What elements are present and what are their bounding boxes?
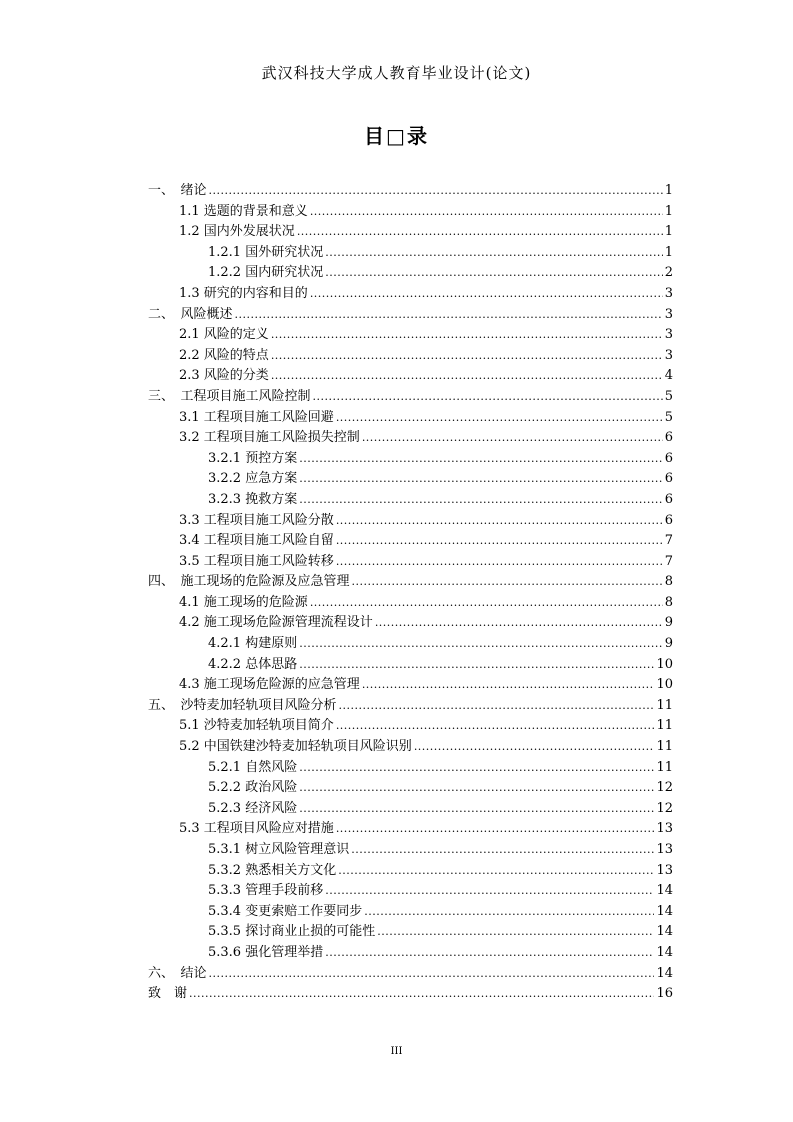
toc-leader-dots <box>336 408 663 429</box>
toc-leader-dots <box>414 737 655 758</box>
toc-entry-page: 6 <box>664 450 673 466</box>
toc-entry[interactable] <box>148 202 673 223</box>
toc-entry-page: 3 <box>664 327 673 343</box>
toc-entry-label: 3.2.1 预控方案 <box>208 450 298 466</box>
toc-entry-label: 5.3.5 探讨商业止损的可能性 <box>208 924 376 940</box>
toc-entry-page: 7 <box>664 533 673 549</box>
toc-leader-dots <box>352 572 663 593</box>
toc-leader-dots <box>364 902 654 923</box>
toc-entry[interactable] <box>148 181 673 202</box>
toc-leader-dots <box>310 284 663 305</box>
document-header-title: 武汉科技大学成人教育毕业设计(论文) <box>261 64 532 82</box>
toc-entry-label: 1.1 选题的背景和意义 <box>179 203 308 219</box>
toc-entry-page: 8 <box>664 574 673 590</box>
toc-title: 目□录 <box>364 124 429 148</box>
toc-entry[interactable] <box>148 387 673 408</box>
toc-entry[interactable] <box>148 737 673 758</box>
toc-leader-dots <box>375 613 663 634</box>
toc-leader-dots <box>325 881 654 902</box>
toc-entry[interactable] <box>148 552 673 573</box>
toc-entry-page: 1 <box>664 224 673 240</box>
toc-entry[interactable] <box>148 243 673 264</box>
toc-entry[interactable] <box>148 263 673 284</box>
toc-entry-label: 4.2 施工现场危险源管理流程设计 <box>179 615 373 631</box>
toc-entry-page: 9 <box>664 636 673 652</box>
toc-entry[interactable] <box>148 408 673 429</box>
toc-entry-label: 3.1 工程项目施工风险回避 <box>179 409 334 425</box>
toc-entry[interactable] <box>148 284 673 305</box>
toc-entry-label: 3.2 工程项目施工风险损失控制 <box>179 430 360 446</box>
toc-entry-page: 14 <box>656 883 673 899</box>
toc-entry[interactable] <box>148 613 673 634</box>
toc-entry-page: 13 <box>656 862 673 878</box>
toc-entry[interactable] <box>148 593 673 614</box>
toc-entry-label: 5.3.4 变更索赔工作要同步 <box>208 903 363 919</box>
toc-entry-page: 11 <box>656 759 673 775</box>
toc-entry-label: 致 谢 <box>148 986 188 1002</box>
toc-entry-page: 3 <box>664 285 673 301</box>
toc-entry-label: 2.3 风险的分类 <box>179 368 269 384</box>
toc-entry[interactable] <box>148 325 673 346</box>
toc-entry-label: 3.5 工程项目施工风险转移 <box>179 553 334 569</box>
toc-entry-label: 4.1 施工现场的危险源 <box>179 594 308 610</box>
toc-entry-label: 一、 绪论 <box>148 183 207 198</box>
toc-leader-dots <box>299 758 654 779</box>
toc-entry-label: 六、 结论 <box>148 965 207 981</box>
toc-leader-dots <box>271 366 663 387</box>
toc-entry-page: 12 <box>656 800 673 816</box>
toc-entry[interactable] <box>148 428 673 449</box>
toc-entry-page: 6 <box>664 471 673 487</box>
toc-entry-page: 14 <box>656 924 673 940</box>
toc-leader-dots <box>336 819 655 840</box>
toc-entry-label: 3.4 工程项目施工风险自留 <box>179 533 334 549</box>
toc-entry-page: 8 <box>664 594 673 610</box>
toc-entry[interactable] <box>148 696 673 717</box>
toc-entry-label: 5.3.2 熟悉相关方文化 <box>208 862 337 878</box>
toc-entry-page: 11 <box>656 718 673 734</box>
toc-entry-label: 1.3 研究的内容和目的 <box>179 285 308 301</box>
toc-entry-label: 5.2.1 自然风险 <box>208 759 298 775</box>
toc-leader-dots <box>362 428 663 449</box>
toc-entry-label: 5.2.3 经济风险 <box>208 800 298 816</box>
toc-entry-page: 7 <box>664 553 673 569</box>
toc-entry-page: 12 <box>656 780 673 796</box>
toc-leader-dots <box>271 346 663 367</box>
toc-entry-label: 5.1 沙特麦加轻轨项目简介 <box>179 718 334 734</box>
toc-leader-dots <box>235 305 663 326</box>
toc-leader-dots <box>351 840 654 861</box>
toc-entry-page: 16 <box>656 986 673 1002</box>
toc-entry-page: 11 <box>656 697 673 713</box>
toc-entry[interactable] <box>148 902 673 923</box>
toc-entry[interactable] <box>148 490 673 511</box>
toc-entry-page: 13 <box>656 842 673 857</box>
toc-leader-dots <box>325 243 663 264</box>
toc-entry[interactable] <box>148 469 673 490</box>
toc-entry-label: 1.2 国内外发展状况 <box>179 224 295 240</box>
toc-leader-dots <box>299 655 654 676</box>
toc-entry-label: 5.3.3 管理手段前移 <box>208 883 324 899</box>
toc-entry-page: 9 <box>664 615 673 631</box>
toc-leader-dots <box>338 861 654 882</box>
toc-leader-dots <box>339 696 655 717</box>
toc-leader-dots <box>362 675 655 696</box>
toc-entry[interactable] <box>148 964 673 985</box>
toc-entry-page: 5 <box>664 409 673 425</box>
toc-entry[interactable] <box>148 758 673 779</box>
toc-entry[interactable] <box>148 572 673 593</box>
toc-entry[interactable] <box>148 449 673 470</box>
toc-entry-label: 5.3.1 树立风险管理意识 <box>208 842 350 857</box>
toc-entry[interactable] <box>148 531 673 552</box>
toc-entry[interactable] <box>148 840 673 861</box>
toc-entry-label: 1.2.2 国内研究状况 <box>208 265 324 281</box>
toc-leader-dots <box>271 325 663 346</box>
toc-entry-page: 4 <box>664 368 673 384</box>
toc-leader-dots <box>189 984 654 1005</box>
toc-leader-dots <box>299 634 663 655</box>
toc-entry-page: 1 <box>664 244 673 260</box>
toc-entry-label: 3.2.3 挽救方案 <box>208 491 298 507</box>
toc-leader-dots <box>297 222 663 243</box>
toc-leader-dots <box>310 202 663 223</box>
toc-entry-label: 5.3 工程项目风险应对措施 <box>179 821 334 837</box>
toc-entry-label: 三、 工程项目施工风险控制 <box>148 388 311 404</box>
toc-entry-page: 6 <box>664 430 673 446</box>
toc-leader-dots <box>336 531 663 552</box>
toc-leader-dots <box>336 716 655 737</box>
toc-entry[interactable] <box>148 943 673 964</box>
table-of-contents <box>148 181 673 1005</box>
toc-leader-dots <box>336 552 663 573</box>
toc-entry[interactable] <box>148 366 673 387</box>
toc-entry-page: 3 <box>664 306 673 322</box>
toc-leader-dots <box>299 490 663 511</box>
toc-leader-dots <box>209 964 655 985</box>
toc-entry-page: 13 <box>656 821 673 837</box>
toc-entry[interactable] <box>148 675 673 696</box>
toc-entry-page: 10 <box>656 656 673 672</box>
toc-entry-page: 11 <box>656 739 673 755</box>
toc-entry[interactable] <box>148 634 673 655</box>
toc-entry-label: 5.3.6 强化管理举措 <box>208 944 324 960</box>
toc-entry-label: 4.2.2 总体思路 <box>208 656 298 672</box>
toc-leader-dots <box>310 593 663 614</box>
toc-leader-dots <box>299 449 663 470</box>
toc-entry[interactable] <box>148 346 673 367</box>
toc-entry-page: 3 <box>664 347 673 363</box>
toc-entry-page: 5 <box>664 388 673 404</box>
toc-entry[interactable] <box>148 305 673 326</box>
toc-leader-dots <box>313 387 663 408</box>
toc-entry[interactable] <box>148 861 673 882</box>
toc-entry-page: 2 <box>664 265 673 281</box>
toc-entry[interactable] <box>148 881 673 902</box>
toc-entry-label: 4.3 施工现场危险源的应急管理 <box>179 677 360 693</box>
toc-entry[interactable] <box>148 222 673 243</box>
toc-entry[interactable] <box>148 984 673 1005</box>
toc-entry[interactable] <box>148 511 673 532</box>
toc-entry[interactable] <box>148 799 673 820</box>
toc-leader-dots <box>299 799 654 820</box>
toc-entry-page: 14 <box>656 965 673 981</box>
toc-leader-dots <box>325 263 663 284</box>
page-number: III <box>390 1046 403 1057</box>
toc-entry-page: 14 <box>656 903 673 919</box>
toc-entry-page: 1 <box>664 203 673 219</box>
toc-entry-page: 10 <box>656 677 673 693</box>
toc-leader-dots <box>325 943 654 964</box>
toc-entry-label: 五、 沙特麦加轻轨项目风险分析 <box>148 697 337 713</box>
toc-entry-label: 四、 施工现场的危险源及应急管理 <box>148 574 350 590</box>
toc-leader-dots <box>336 511 663 532</box>
toc-entry-page: 1 <box>664 183 673 198</box>
toc-entry-page: 6 <box>664 491 673 507</box>
toc-leader-dots <box>209 181 663 202</box>
toc-entry[interactable] <box>148 716 673 737</box>
toc-entry-label: 2.2 风险的特点 <box>179 347 269 363</box>
toc-entry-label: 4.2.1 构建原则 <box>208 636 298 652</box>
toc-entry-page: 14 <box>656 944 673 960</box>
toc-entry[interactable] <box>148 922 673 943</box>
toc-entry-label: 3.3 工程项目施工风险分散 <box>179 512 334 528</box>
toc-entry-label: 5.2 中国铁建沙特麦加轻轨项目风险识别 <box>179 739 412 755</box>
toc-leader-dots <box>299 778 654 799</box>
toc-leader-dots <box>299 469 663 490</box>
toc-entry-page: 6 <box>664 512 673 528</box>
toc-entry-label: 1.2.1 国外研究状况 <box>208 244 324 260</box>
toc-entry-label: 3.2.2 应急方案 <box>208 471 298 487</box>
toc-entry-label: 2.1 风险的定义 <box>179 327 269 343</box>
toc-leader-dots <box>377 922 654 943</box>
toc-entry-label: 二、 风险概述 <box>148 306 233 322</box>
toc-entry[interactable] <box>148 778 673 799</box>
toc-entry[interactable] <box>148 819 673 840</box>
toc-entry[interactable] <box>148 655 673 676</box>
toc-entry-label: 5.2.2 政治风险 <box>208 780 298 796</box>
